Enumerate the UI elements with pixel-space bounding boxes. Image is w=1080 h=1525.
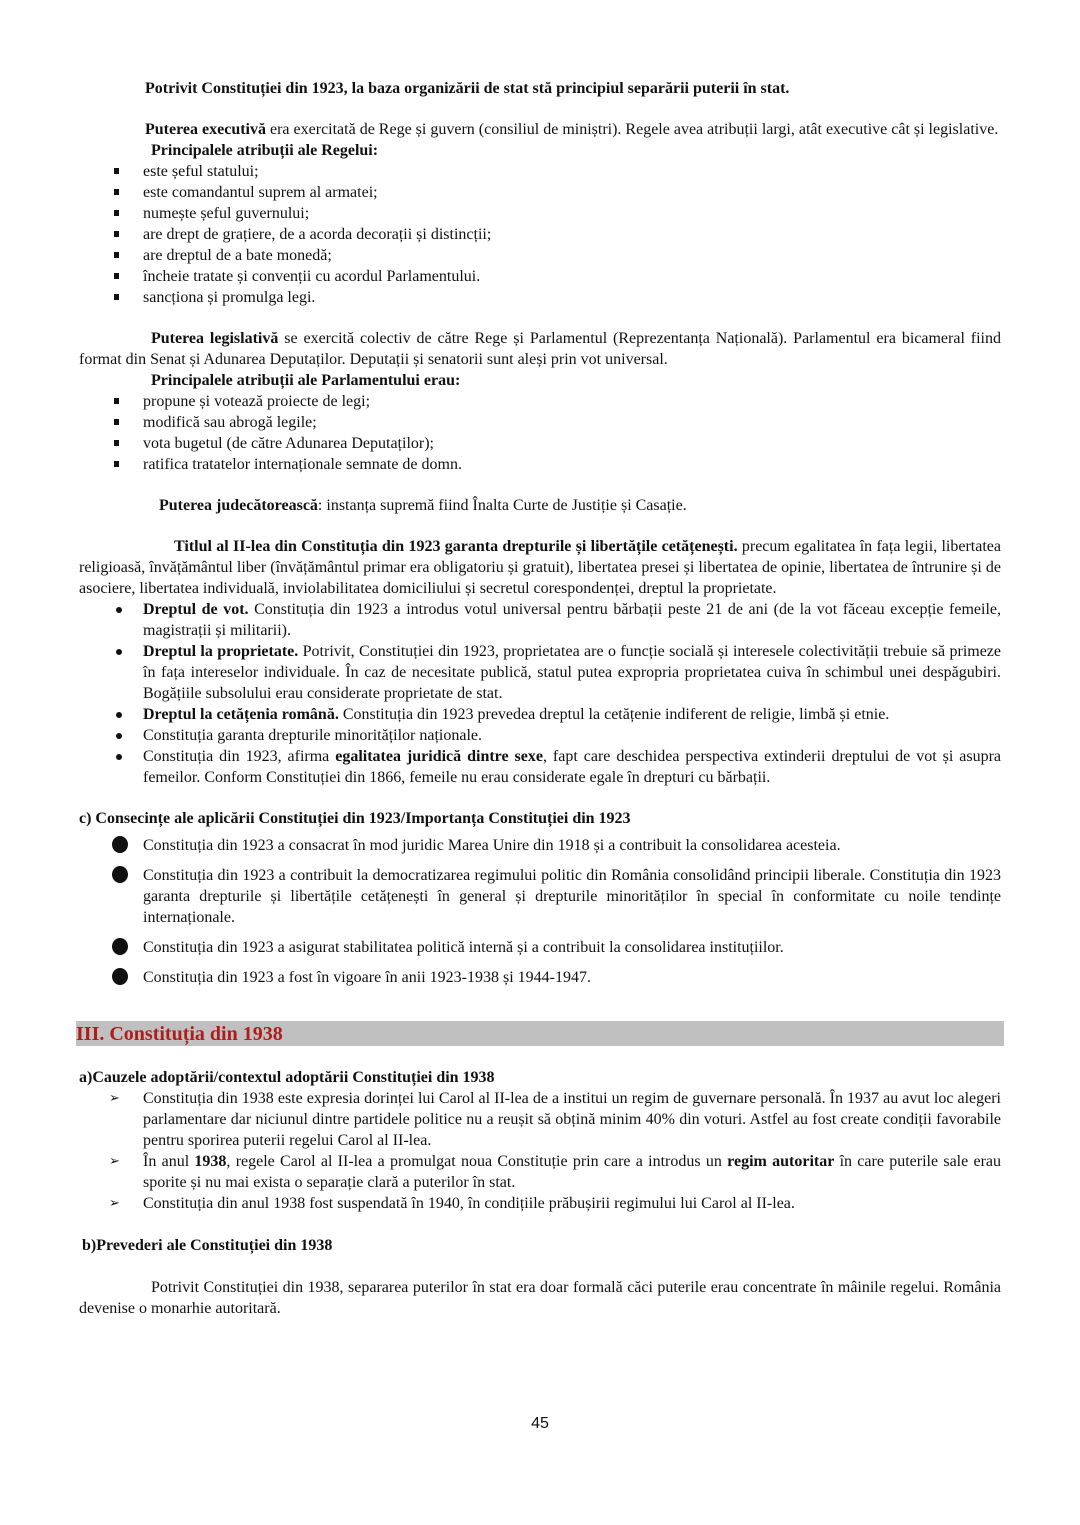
- list-item: numește șeful guvernului;: [79, 203, 1001, 224]
- list-item: propune și votează proiecte de legi;: [79, 391, 1001, 412]
- section-heading-bar: [76, 1021, 1004, 1046]
- list-item: are drept de grațiere, de a acorda decorații și distincții;: [79, 224, 1001, 245]
- list-item: Constituția din 1923 a asigurat stabilitatea politică internă și a contribuit la consolidarea instituțiilor.: [79, 937, 1001, 958]
- king-attributions-list: [79, 161, 1001, 308]
- right-title: Dreptul la proprietate.: [143, 643, 299, 660]
- item-text: , regele Carol al II-lea a promulgat noua Constituție prin care a introdus un: [226, 1153, 728, 1170]
- list-item: este comandantul suprem al armatei;: [79, 182, 1001, 203]
- list-item: vota bugetul (de către Adunarea Deputaților);: [79, 433, 1001, 454]
- list-item: [79, 704, 1001, 725]
- rights-label: Titlul al II-lea din Constituția din 1923 garanta drepturile și libertățile cetățenești.: [174, 538, 738, 555]
- rights-paragraph: [79, 536, 1001, 599]
- executive-paragraph: [79, 119, 1001, 140]
- item-text: în care puterile sale erau sporite și nu mai exista o separație clară a puterilor în stat.: [143, 1153, 1002, 1191]
- list-item: este șeful statului;: [79, 161, 1001, 182]
- list-item: [79, 599, 1001, 641]
- parliament-attributions-heading: Principalele atribuții ale Parlamentului erau:: [151, 372, 461, 389]
- item-bold: regim autoritar: [727, 1153, 835, 1170]
- executive-label: Puterea executivă: [145, 121, 266, 138]
- list-item: Constituția din 1923 a consacrat în mod juridic Marea Unire din 1918 și a contribuit la consolidarea acesteia.: [79, 835, 1001, 856]
- right-title: egalitatea juridică dintre sexe: [335, 748, 543, 765]
- right-text: Potrivit, Constituției din 1923, proprietatea are o funcție socială și interesele colectivității trebuie să primeze în fața intereselor individuale. În caz de necesitate publică, statul putea expropria proprietatea cuiva în schimbul unei despăgubiri. Bogățiile subsolului erau considerate proprietate de stat.: [143, 643, 1002, 702]
- legislative-text: se exercită colectiv de către Rege și Parlamentul (Reprezentanța Națională). Parlamentul era bicameral fiind format din Senat și Adunarea Deputaților. Deputații și senatorii sunt aleși prin vot universal.: [79, 330, 1002, 368]
- consequences-heading: c) Consecințe ale aplicării Constituției din 1923/Importanța Constituției din 1923: [79, 810, 631, 827]
- list-item: Constituția din 1923 a contribuit la democratizarea regimului politic din România consolidând principii liberale. Constituția din 1923 garanta drepturile și libertățile cetățenești în general și drepturile minorităților în special în conformitate cu noile tendințe internaționale.: [79, 865, 1001, 928]
- list-item: modifică sau abrogă legile;: [79, 412, 1001, 433]
- right-text: Constituția garanta drepturile minorităților naționale.: [143, 727, 483, 744]
- page-number: 45: [531, 1415, 549, 1432]
- king-attributions-heading: Principalele atribuții ale Regelui:: [151, 142, 379, 159]
- legislative-paragraph: [79, 328, 1001, 370]
- section-title: III. Constituția din 1938: [76, 1023, 283, 1045]
- provisions-paragraph: Potrivit Constituției din 1938, separarea puterilor în stat era doar formală căci puterile erau concentrate în mâinile regelui. România devenise o monarhie autoritară.: [79, 1279, 1001, 1317]
- legislative-label: Puterea legislativă: [151, 330, 279, 347]
- list-item: [79, 725, 1001, 746]
- rights-list: [79, 599, 1001, 788]
- consequences-list: [79, 835, 1001, 988]
- causes-list: [79, 1088, 1001, 1214]
- judicial-label: Puterea judecătorească: [159, 497, 318, 514]
- document-page: [76, 78, 1002, 1319]
- list-item: sancționa și promulga legi.: [79, 287, 1001, 308]
- judicial-paragraph: [79, 495, 1001, 516]
- causes-heading: a)Cauzele adoptării/contextul adoptării Constituției din 1938: [79, 1069, 495, 1086]
- list-item: [79, 641, 1001, 704]
- list-item: are dreptul de a bate monedă;: [79, 245, 1001, 266]
- rights-text: precum egalitatea în fața legii, libertatea religioasă, învățământul liber (învățământul primar era obligatoriu și gratuit), libertatea presei și libertatea de opinie, libertatea de întrunire și de asociere, libertatea individuală, inviolabilitatea domiciliului și secretul corespondenței, dreptul la proprietate.: [79, 538, 1002, 597]
- provisions-heading: b)Prevederi ale Constituției din 1938: [82, 1237, 333, 1254]
- intro-statement: Potrivit Constituției din 1923, la baza organizării de stat stă principiul separării puterii în stat.: [145, 80, 790, 97]
- judicial-text: : instanța supremă fiind Înalta Curte de Justiție și Casație.: [317, 497, 687, 514]
- item-bold: 1938: [194, 1153, 227, 1170]
- right-title: Dreptul de vot.: [143, 601, 249, 618]
- list-item: încheie tratate și convenții cu acordul Parlamentului.: [79, 266, 1001, 287]
- list-item: ➢ Constituția din anul 1938 fost suspendată în 1940, în condițiile prăbușirii regimului lui Carol al II-lea.: [79, 1193, 1001, 1214]
- item-text: În anul: [143, 1153, 195, 1170]
- list-item: [79, 1151, 1001, 1193]
- list-item: [79, 746, 1001, 788]
- list-item: ratifica tratatelor internaționale semnate de domn.: [79, 454, 1001, 475]
- list-item: Constituția din 1923 a fost în vigoare în anii 1923-1938 și 1944-1947.: [79, 967, 1001, 988]
- right-text: Constituția din 1923, afirma: [143, 748, 336, 765]
- right-title: Dreptul la cetățenia română.: [143, 706, 339, 723]
- list-item: ➢ Constituția din 1938 este expresia dorinței lui Carol al II-lea de a institui un regim de guvernare personală. În 1937 au avut loc alegeri parlamentare dar niciunul dintre partidele politice nu a reușit să obțină minim 40% din voturi. Astfel au fost create condiții favorabile pentru sporirea puterii regelui Carol al II-lea.: [79, 1088, 1001, 1151]
- parliament-attributions-list: [79, 391, 1001, 475]
- right-text: , fapt care deschidea perspectiva extinderii dreptului de vot și asupra femeilor. Conform Constituției din 1866, femeile nu erau considerate egale în drepturi cu bărbații.: [143, 748, 1001, 786]
- right-text: Constituția din 1923 a introdus votul universal pentru bărbații peste 21 de ani (de la vot făceau excepție femeile, magistrații și militarii).: [143, 601, 1001, 639]
- executive-text: era exercitată de Rege și guvern (consiliul de miniștri). Regele avea atribuții largi, atât executive cât și legislative.: [266, 121, 999, 138]
- right-text: Constituția din 1923 prevedea dreptul la cetățenie indiferent de religie, limbă și etnie.: [338, 706, 890, 723]
